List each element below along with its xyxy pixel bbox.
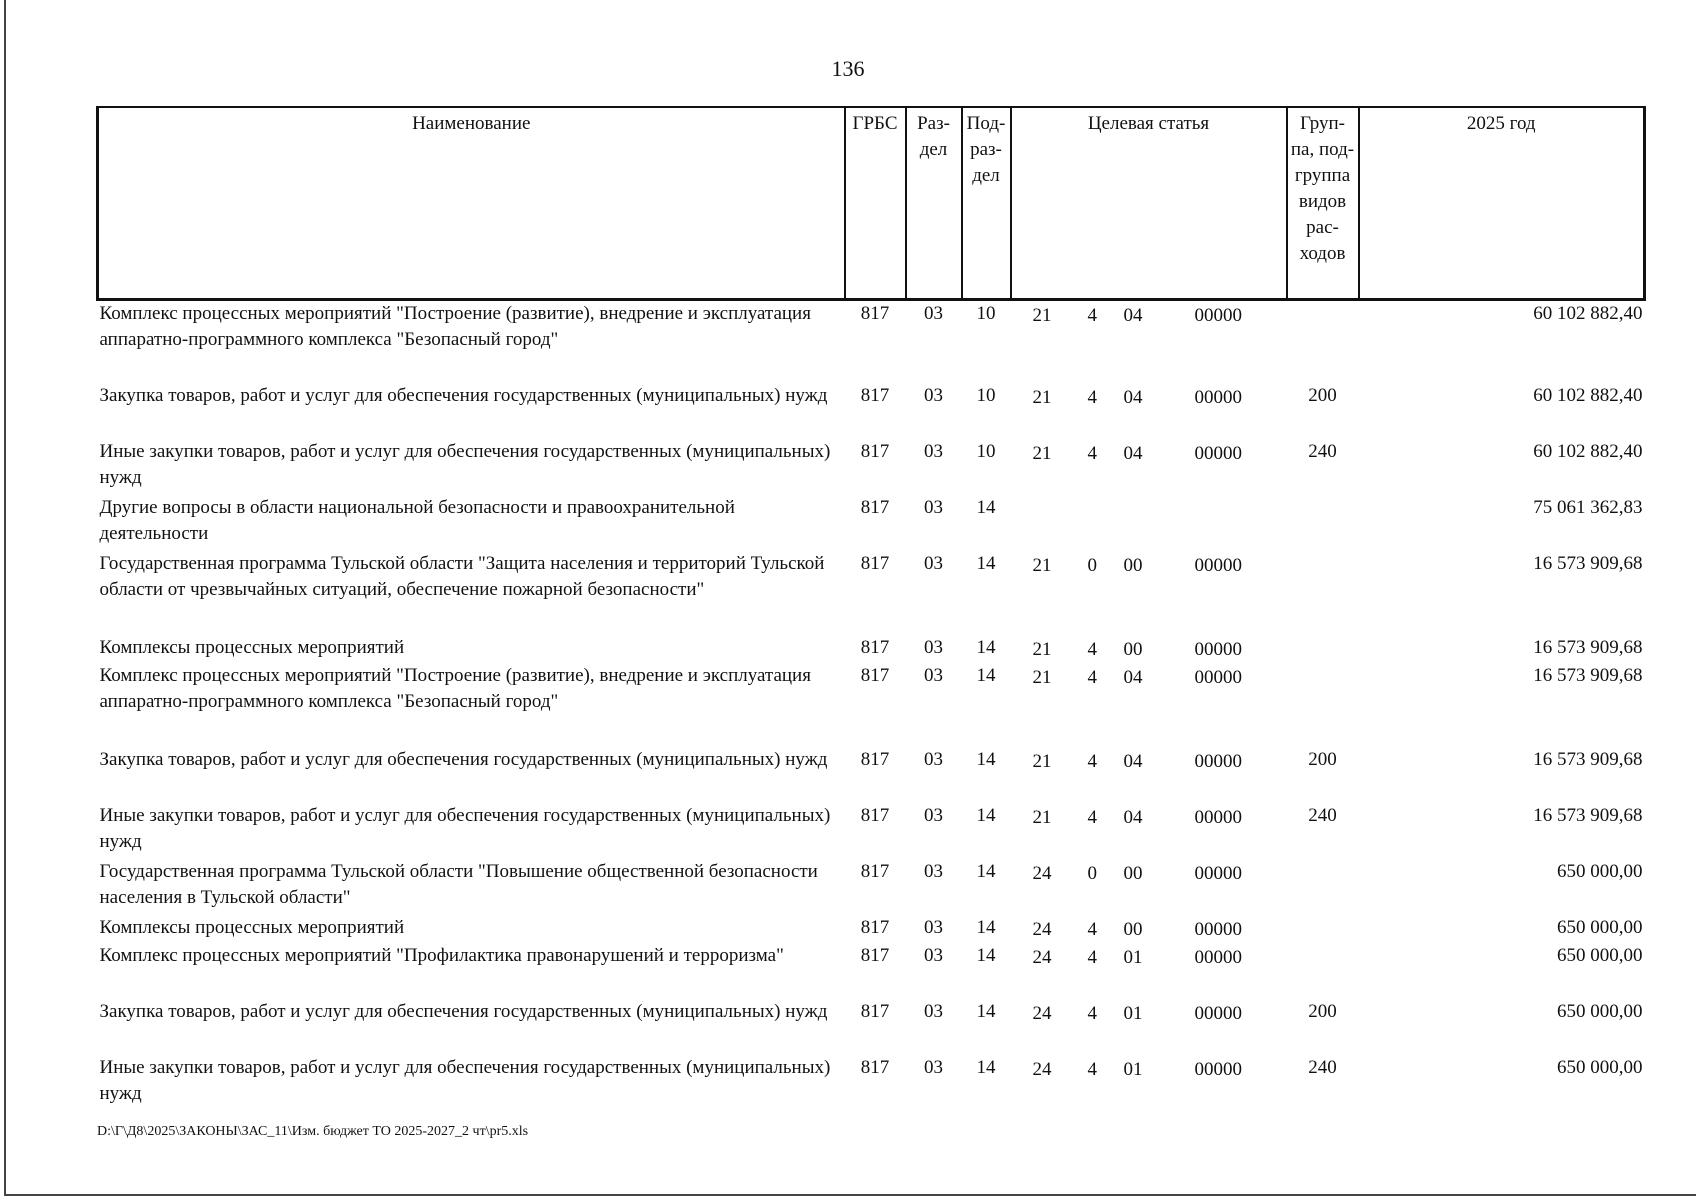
- row-expense-group: [1287, 551, 1359, 635]
- target-type: 4: [1087, 1003, 1097, 1024]
- target-element: 00: [1123, 555, 1143, 576]
- target-direction: 00000: [1194, 667, 1242, 688]
- row-razdel: 03: [924, 805, 943, 826]
- row-razdel: 03: [924, 749, 943, 770]
- row-podrazdel: 10: [976, 385, 996, 406]
- target-direction: 00000: [1194, 304, 1242, 326]
- target-type: 4: [1087, 947, 1097, 968]
- row-grbs: 817: [860, 441, 890, 462]
- row-expense-group: 240: [1308, 441, 1337, 462]
- row-amount: 60 102 882,40: [1533, 302, 1643, 324]
- target-direction: 00000: [1194, 947, 1242, 968]
- row-razdel: 03: [924, 945, 943, 966]
- page-number: 136: [831, 56, 865, 81]
- row-grbs: 817: [860, 665, 890, 686]
- table-row: [98, 551, 1645, 635]
- target-program: 21: [1032, 387, 1052, 408]
- row-amount: 60 102 882,40: [1533, 385, 1643, 406]
- table-row: [98, 803, 1645, 859]
- target-element: 00: [1123, 639, 1143, 660]
- target-program: 21: [1032, 639, 1052, 660]
- header-grbs: ГРБС: [845, 107, 906, 299]
- target-element: 00: [1123, 863, 1143, 884]
- header-year: 2025 год: [1359, 107, 1645, 299]
- table-row: [98, 383, 1645, 439]
- row-name: Государственная программа Тульской области "Защита населения и территорий Тульской области от чрезвычайных ситуаций, обеспечение пожарной безопасности": [99, 553, 825, 600]
- row-podrazdel: 14: [976, 805, 996, 826]
- row-grbs: 817: [860, 1001, 890, 1022]
- row-razdel: 03: [924, 665, 943, 686]
- table-row: [98, 439, 1645, 495]
- row-podrazdel: 14: [976, 861, 996, 882]
- row-podrazdel: 14: [976, 1057, 996, 1078]
- row-razdel: 03: [924, 1001, 943, 1022]
- target-direction: 00000: [1194, 639, 1242, 660]
- header-podrazdel: Под- раз- дел: [962, 107, 1011, 299]
- row-target-article: [1011, 803, 1287, 859]
- target-element: 04: [1123, 667, 1143, 688]
- row-amount: 16 573 909,68: [1533, 665, 1643, 686]
- row-podrazdel: 14: [976, 637, 996, 658]
- row-podrazdel: 14: [976, 1001, 996, 1022]
- row-grbs: 817: [860, 385, 890, 406]
- target-type: 4: [1087, 304, 1097, 326]
- header-razdel: Раз- дел: [906, 107, 962, 299]
- header-name: Наименование: [98, 107, 845, 299]
- table-row: [98, 859, 1645, 915]
- target-program: 24: [1032, 1059, 1052, 1080]
- row-grbs: 817: [860, 861, 890, 882]
- row-amount: 16 573 909,68: [1533, 637, 1643, 658]
- row-podrazdel: 10: [976, 441, 996, 462]
- target-element: 04: [1123, 443, 1143, 464]
- target-element: 01: [1123, 1003, 1143, 1024]
- row-target-article: [1011, 943, 1287, 999]
- target-type: 4: [1087, 387, 1097, 408]
- row-name: Другие вопросы в области национальной безопасности и правоохранительной деятельности: [99, 497, 735, 544]
- row-target-article: [1011, 439, 1287, 495]
- row-amount: 650 000,00: [1557, 1057, 1643, 1078]
- row-grbs: 817: [860, 553, 890, 574]
- row-podrazdel: 14: [976, 665, 996, 686]
- row-amount: 16 573 909,68: [1533, 805, 1643, 826]
- row-grbs: 817: [860, 1057, 890, 1078]
- target-program: 24: [1032, 1003, 1052, 1024]
- row-amount: 16 573 909,68: [1533, 749, 1643, 770]
- target-program: 24: [1032, 919, 1052, 940]
- target-direction: 00000: [1194, 751, 1242, 772]
- row-name: Комплекс процессных мероприятий "Профилактика правонарушений и терроризма": [99, 945, 784, 966]
- target-type: 4: [1087, 919, 1097, 940]
- row-podrazdel: 14: [976, 749, 996, 770]
- header-expense-group: Груп- па, под- группа видов рас- ходов: [1287, 107, 1359, 299]
- row-target-article: [1011, 999, 1287, 1055]
- row-grbs: 817: [860, 497, 890, 518]
- target-program: 21: [1032, 751, 1052, 772]
- row-expense-group: 200: [1308, 1001, 1337, 1022]
- row-razdel: 03: [924, 441, 943, 462]
- row-target-article: [1011, 663, 1287, 747]
- row-amount: 60 102 882,40: [1533, 441, 1643, 462]
- target-element: 01: [1123, 947, 1143, 968]
- row-name: Иные закупки товаров, работ и услуг для обеспечения государственных (муниципальных) нужд: [99, 805, 831, 852]
- row-target-article: [1011, 299, 1287, 383]
- target-direction: 00000: [1194, 807, 1242, 828]
- footer-file-path: D:\Г\Д8\2025\ЗАКОНЫ\ЗАС_11\Изм. бюджет ТО 2025-2027_2 чт\pr5.xls: [97, 1124, 529, 1139]
- row-grbs: 817: [860, 302, 890, 324]
- row-name: Закупка товаров, работ и услуг для обеспечения государственных (муниципальных) нужд: [99, 1001, 828, 1022]
- table-header-row: [98, 107, 1645, 299]
- row-expense-group: 200: [1308, 385, 1337, 406]
- row-razdel: 03: [924, 1057, 943, 1078]
- row-amount: 650 000,00: [1557, 861, 1643, 882]
- row-amount: 650 000,00: [1557, 917, 1643, 938]
- table-row: [98, 943, 1645, 999]
- row-name: Комплексы процессных мероприятий: [99, 917, 405, 938]
- row-podrazdel: 14: [976, 945, 996, 966]
- table-row: [98, 915, 1645, 943]
- row-target-article: [1011, 551, 1287, 635]
- row-target-article: [1011, 495, 1287, 551]
- row-podrazdel: 10: [976, 302, 996, 324]
- target-program: 21: [1032, 667, 1052, 688]
- row-razdel: 03: [924, 917, 943, 938]
- target-type: 0: [1087, 555, 1097, 576]
- target-direction: 00000: [1194, 387, 1242, 408]
- row-razdel: 03: [924, 637, 943, 658]
- target-element: 04: [1123, 807, 1143, 828]
- target-type: 4: [1087, 751, 1097, 772]
- row-razdel: 03: [924, 302, 943, 324]
- row-target-article: [1011, 635, 1287, 663]
- table-row: [98, 495, 1645, 551]
- row-name: Комплексы процессных мероприятий: [99, 637, 405, 658]
- target-type: 4: [1087, 639, 1097, 660]
- table-row: [98, 663, 1645, 747]
- row-name: Иные закупки товаров, работ и услуг для обеспечения государственных (муниципальных) нужд: [99, 441, 831, 488]
- table-row: [98, 747, 1645, 803]
- row-podrazdel: 14: [976, 917, 996, 938]
- target-type: 0: [1087, 863, 1097, 884]
- target-program: 24: [1032, 947, 1052, 968]
- row-amount: 16 573 909,68: [1533, 553, 1643, 574]
- row-razdel: 03: [924, 497, 943, 518]
- target-element: 04: [1123, 751, 1143, 772]
- table-row: [98, 635, 1645, 663]
- target-element: 04: [1123, 304, 1143, 326]
- row-target-article: [1011, 859, 1287, 915]
- row-name: Закупка товаров, работ и услуг для обеспечения государственных (муниципальных) нужд: [99, 385, 828, 406]
- row-expense-group: [1287, 859, 1359, 915]
- row-amount: 650 000,00: [1557, 945, 1643, 966]
- table-row: [98, 999, 1645, 1055]
- row-target-article: [1011, 747, 1287, 803]
- row-grbs: 817: [860, 749, 890, 770]
- row-grbs: 817: [860, 945, 890, 966]
- row-name: Закупка товаров, работ и услуг для обеспечения государственных (муниципальных) нужд: [99, 749, 828, 770]
- target-program: 21: [1032, 443, 1052, 464]
- header-target-article: Целевая статья: [1011, 107, 1287, 299]
- row-expense-group: 200: [1308, 749, 1337, 770]
- target-element: 01: [1123, 1059, 1143, 1080]
- row-name: Комплекс процессных мероприятий "Построение (развитие), внедрение и эксплуатация аппаратно-программного комплекса "Безопасный город": [99, 665, 811, 712]
- row-razdel: 03: [924, 861, 943, 882]
- row-razdel: 03: [924, 553, 943, 574]
- target-program: 21: [1032, 304, 1052, 326]
- row-expense-group: [1287, 635, 1359, 663]
- row-target-article: [1011, 383, 1287, 439]
- table-row: [98, 1055, 1645, 1111]
- page-border-bottom: [4, 1194, 1696, 1196]
- target-program: 24: [1032, 863, 1052, 884]
- row-grbs: 817: [860, 917, 890, 938]
- target-type: 4: [1087, 667, 1097, 688]
- row-name: Комплекс процессных мероприятий "Построение (развитие), внедрение и эксплуатация аппаратно-программного комплекса "Безопасный город": [99, 302, 811, 350]
- row-razdel: 03: [924, 385, 943, 406]
- target-direction: 00000: [1194, 555, 1242, 576]
- row-expense-group: [1287, 495, 1359, 551]
- row-grbs: 817: [860, 805, 890, 826]
- target-program: 21: [1032, 807, 1052, 828]
- row-expense-group: [1287, 915, 1359, 943]
- row-target-article: [1011, 1055, 1287, 1111]
- row-grbs: 817: [860, 637, 890, 658]
- page-border-left: [4, 0, 6, 1196]
- target-direction: 00000: [1194, 1059, 1242, 1080]
- target-direction: 00000: [1194, 863, 1242, 884]
- target-type: 4: [1087, 807, 1097, 828]
- row-expense-group: 240: [1308, 805, 1337, 826]
- target-program: 21: [1032, 555, 1052, 576]
- row-amount: 650 000,00: [1557, 1001, 1643, 1022]
- row-expense-group: [1287, 663, 1359, 747]
- row-expense-group: [1287, 943, 1359, 999]
- row-name: Государственная программа Тульской области "Повышение общественной безопасности населения в Тульской области": [99, 861, 818, 908]
- budget-table: [96, 106, 1646, 1111]
- row-target-article: [1011, 915, 1287, 943]
- row-expense-group: [1287, 299, 1359, 383]
- target-element: 04: [1123, 387, 1143, 408]
- target-direction: 00000: [1194, 1003, 1242, 1024]
- row-podrazdel: 14: [976, 497, 996, 518]
- row-podrazdel: 14: [976, 553, 996, 574]
- target-type: 4: [1087, 1059, 1097, 1080]
- table-row: [98, 299, 1645, 383]
- row-amount: 75 061 362,83: [1533, 497, 1643, 518]
- row-name: Иные закупки товаров, работ и услуг для обеспечения государственных (муниципальных) нужд: [99, 1057, 831, 1104]
- row-expense-group: 240: [1308, 1057, 1337, 1078]
- target-direction: 00000: [1194, 443, 1242, 464]
- target-element: 00: [1123, 919, 1143, 940]
- target-direction: 00000: [1194, 919, 1242, 940]
- target-type: 4: [1087, 443, 1097, 464]
